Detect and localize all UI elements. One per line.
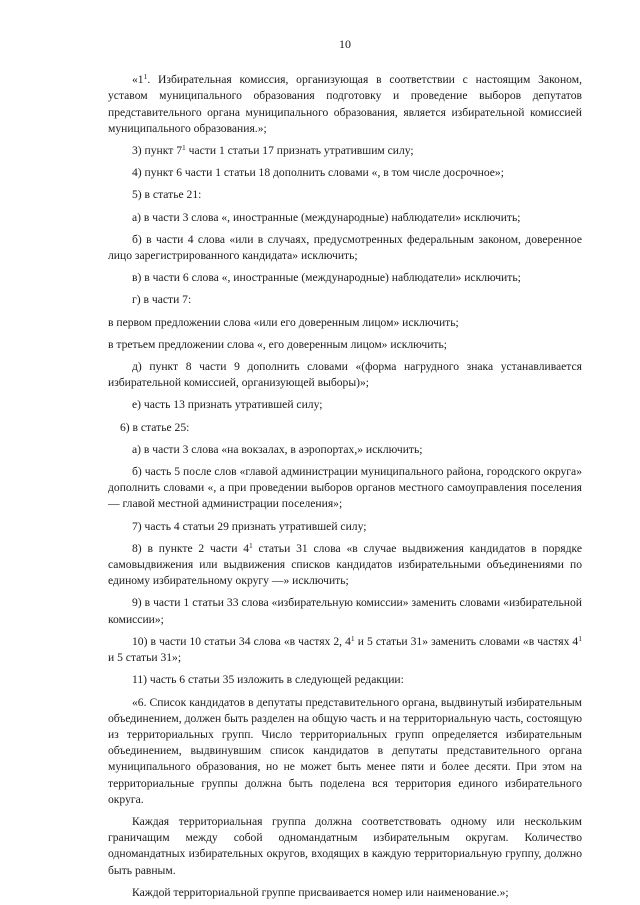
paragraph-group-number: Каждой территориальной группе присваивается номер или наименование.»; — [132, 885, 509, 899]
paragraph-part-6: «6. Список кандидатов в депутаты представительного органа, выдвинутый избирательным объединением, должен быть разделен на общую часть и на территориальную часть, состоящую из территориальных групп. Число территориальных групп определяется избирательным объединением, выдвинувшим список кандидатов в депутаты представительного органа муниципального образования, но не может быть менее пяти и более десяти. При этом на территориальные группы должна быть поделена вся территория единого избирательного округа. — [108, 695, 582, 806]
item-5a: а) в части 3 слова «, иностранные (международные) наблюдатели» исключить; — [132, 210, 521, 224]
item-6b: б) часть 5 после слов «главой администрации муниципального района, городского округа» дополнить словами «, а при проведении выборов органов местного самоуправления поселения — главой местной администрации поселения»; — [108, 465, 582, 511]
item-6: 6) в статье 25: — [120, 420, 190, 434]
item-5g: г) в части 7: — [132, 293, 192, 307]
item-6a: а) в части 3 слова «на вокзалах, в аэропортах,» исключить; — [132, 442, 423, 456]
item-5b: б) в части 4 слова «или в случаях, предусмотренных федеральным законом, доверенное лицо зарегистрированного кандидата» исключить; — [108, 232, 582, 263]
item-5v: в) в части 6 слова «, иностранные (международные) наблюдатели» исключить; — [132, 271, 521, 285]
item-7: 7) часть 4 статьи 29 признать утратившей силу; — [132, 519, 367, 533]
item-5g-third-sentence: в третьем предложении слова «, его доверенным лицом» исключить; — [108, 337, 447, 351]
item-10: 10) в части 10 статьи 34 слова «в частях 2, $4^1$ и 5 статьи 31» заменить словами «в частях $4^1$ и 5 статьи 31»; — [108, 633, 582, 665]
item-5: 5) в статье 21: — [132, 188, 202, 202]
paragraph-territorial-group: Каждая территориальная группа должна соответствовать одному или нескольким граничащим между собой одномандатным избирательным округам. Количество одномандатных избирательных округов, входящих в каждую территориальную группу, должно быть равным. — [108, 814, 582, 877]
page-number: 10 — [339, 37, 351, 51]
item-4: 4) пункт 6 части 1 статьи 18 дополнить словами «, в том числе досрочное»; — [132, 166, 504, 180]
item-3: 3) пункт $7^1$ части 1 статьи 17 признать утратившим силу; — [132, 143, 414, 158]
item-5e: е) часть 13 признать утратившей силу; — [132, 398, 323, 412]
item-8: 8) в пункте 2 части $4^1$ статьи 31 слова «в случае выдвижения кандидатов в порядке самовыдвижения или выдвижения списков кандидатов избирательными объединениями по единому избирательному округу —» исключить; — [108, 540, 582, 588]
item-5d: д) пункт 8 части 9 дополнить словами «(форма нагрудного знака устанавливается избирательной комиссией, организующей выборы)»; — [108, 360, 582, 390]
item-11: 11) часть 6 статьи 35 изложить в следующей редакции: — [132, 673, 404, 687]
item-9: 9) в части 1 статьи 33 слова «избирательную комиссии» заменить словами «избирательной комиссии»; — [108, 596, 582, 626]
item-5g-first-sentence: в первом предложении слова «или его доверенным лицом» исключить; — [108, 315, 459, 329]
paragraph-1-1: «$1^1$. Избирательная комиссия, организующая в соответствии с настоящим Законом, уставом муниципального образования подготовку и проведение выборов депутатов представительного органа муниципального образования, является избирательной комиссией муниципального образования.»; — [108, 72, 582, 135]
